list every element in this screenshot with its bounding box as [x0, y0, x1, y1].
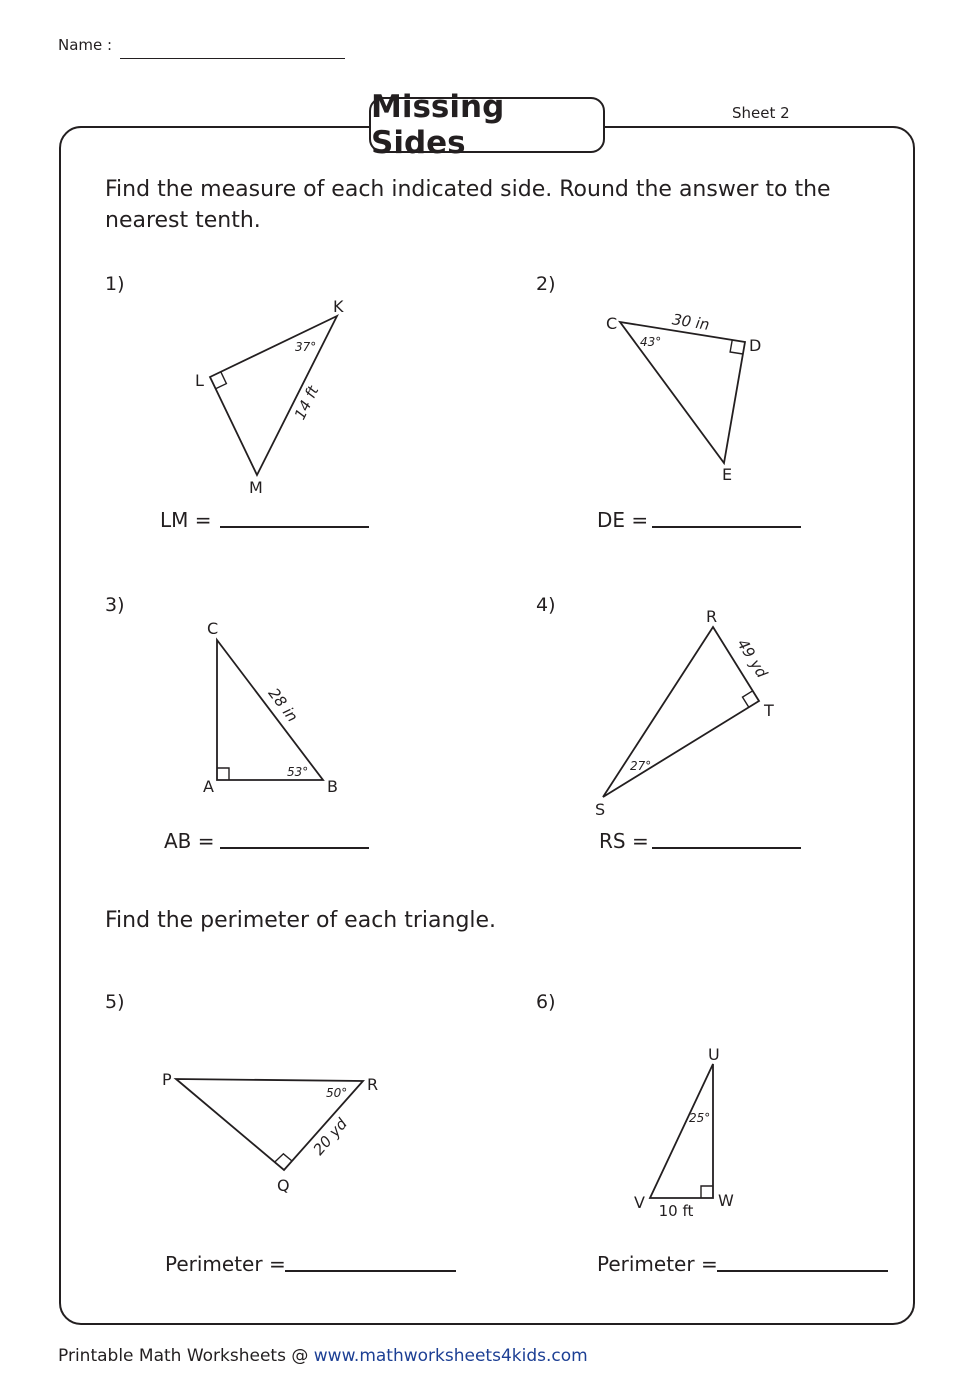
triangle-3-outline	[217, 640, 323, 780]
footer	[58, 1346, 588, 1366]
triangle-2-outline	[620, 322, 745, 463]
vertex-label-2b: D	[749, 336, 762, 355]
answer-label-2: DE =	[597, 508, 649, 532]
vertex-label-2c: E	[722, 465, 733, 484]
right-angle-mark-3	[217, 768, 229, 780]
triangle-2	[606, 310, 761, 484]
vertex-label-3a: C	[207, 619, 219, 638]
footer-text: Printable Math Worksheets @	[58, 1346, 309, 1366]
vertex-label-4c: S	[595, 800, 606, 819]
side-label-4: 49 yd	[733, 635, 772, 682]
side-label-6: 10 ft	[658, 1202, 694, 1220]
side-label-1: 14 ft	[290, 383, 323, 423]
name-label: Name :	[58, 36, 113, 54]
instructions-sides: Find the measure of each indicated side. Round the answer to the nearest tenth.	[105, 177, 831, 233]
vertex-label-5a: P	[162, 1070, 172, 1089]
triangle-6	[634, 1045, 734, 1220]
answer-label-4: RS =	[599, 829, 649, 853]
page-title: Missing Sides	[369, 97, 605, 153]
vertex-label-6b: V	[634, 1193, 645, 1212]
vertex-label-2a: C	[606, 314, 618, 333]
triangle-1	[195, 297, 344, 497]
side-label-2: 30 in	[670, 310, 711, 334]
vertex-label-1c: M	[249, 478, 263, 497]
angle-label-4: 27°	[630, 759, 652, 773]
problem-number-3: 3)	[105, 594, 125, 616]
angle-label-3: 53°	[287, 765, 309, 779]
problem-number-1: 1)	[105, 273, 125, 295]
problem-number-4: 4)	[536, 594, 556, 616]
answer-label-3: AB =	[164, 829, 215, 853]
angle-label-5: 50°	[326, 1086, 348, 1100]
vertex-label-1a: K	[333, 297, 344, 316]
sheet-label: Sheet 2	[732, 104, 790, 122]
side-label-5: 20 yd	[309, 1114, 351, 1159]
vertex-label-3b: A	[203, 777, 214, 796]
vertex-label-5b: R	[367, 1075, 379, 1094]
triangle-3	[203, 619, 338, 796]
vertex-label-4b: T	[764, 701, 774, 720]
vertex-label-1b: L	[195, 371, 204, 390]
problem-number-5: 5)	[105, 991, 125, 1013]
answer-label-1: LM =	[160, 508, 212, 532]
vertex-label-6a: U	[708, 1045, 720, 1064]
footer-link[interactable]: www.mathworksheets4kids.com	[313, 1346, 588, 1366]
angle-label-2: 43°	[640, 335, 662, 349]
angle-label-6: 25°	[689, 1111, 711, 1125]
vertex-label-5c: Q	[277, 1176, 290, 1195]
answer-label-6: Perimeter =	[597, 1252, 718, 1276]
answer-label-5: Perimeter =	[165, 1252, 286, 1276]
side-label-3: 28 in	[264, 684, 302, 726]
angle-label-1: 37°	[295, 340, 317, 354]
triangle-4-outline	[603, 627, 759, 797]
problem-number-2: 2)	[536, 273, 556, 295]
right-angle-mark-6	[701, 1186, 713, 1198]
triangle-5	[162, 1070, 378, 1195]
instructions-perimeter: Find the perimeter of each triangle.	[105, 908, 497, 933]
right-angle-mark-5	[275, 1154, 292, 1162]
vertex-label-3c: B	[327, 777, 338, 796]
triangle-4	[595, 607, 774, 819]
problem-number-6: 6)	[536, 991, 556, 1013]
triangle-6-outline	[650, 1064, 713, 1198]
vertex-label-6c: W	[718, 1191, 734, 1210]
vertex-label-4a: R	[706, 607, 718, 626]
